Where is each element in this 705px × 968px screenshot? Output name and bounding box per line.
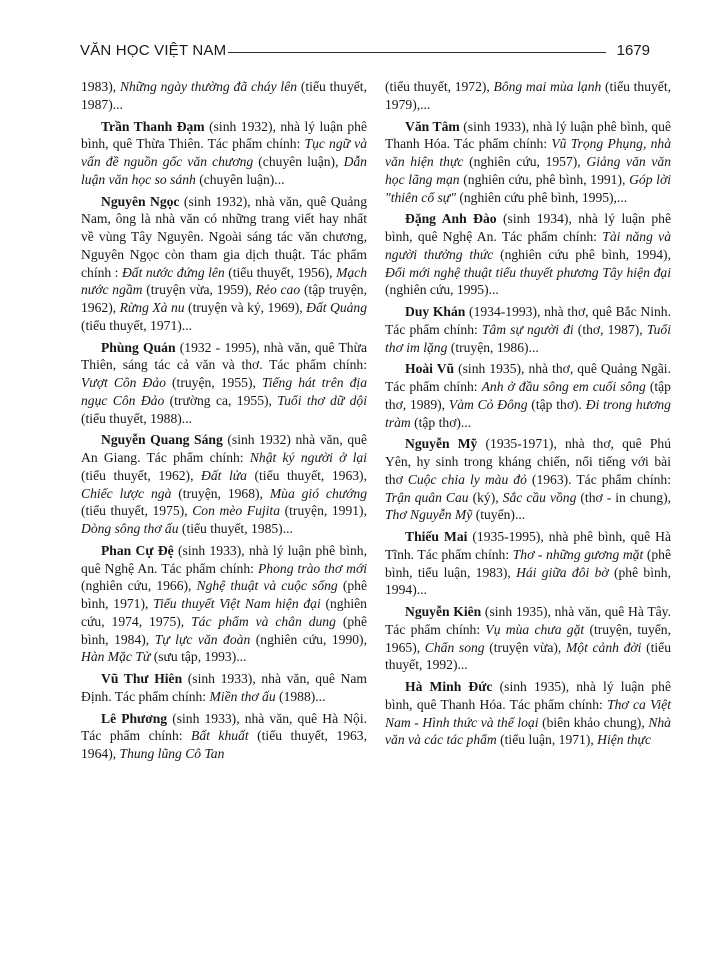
dictionary-entry [81, 193, 367, 335]
entry-text: (sinh 1933), nhà văn, quê Hà Nội. Tác phẩm chính: [81, 710, 367, 744]
work-title: Tuổi thơ dữ dội [277, 392, 367, 408]
author-name: Nguyễn Mỹ [405, 436, 478, 452]
entry-text: (truyện, 1955), [165, 375, 262, 390]
author-name: Hoài Vũ [405, 361, 455, 377]
entry-text: (sinh 1933), nhà lý luận phê bình, quê Nghệ An. Tác phẩm chính: [81, 542, 368, 576]
dictionary-entry [81, 431, 367, 538]
entry-text: (ký), [468, 489, 503, 505]
entry-text: (thơ - in chung), [576, 489, 671, 505]
entry-text: (truyện, tuyển, 1965), [385, 621, 672, 655]
work-title: Mùa gió chướng [269, 485, 367, 501]
entry-text: (nghiên cứu, 1995)... [385, 282, 499, 298]
work-title: Chẩn song [424, 639, 485, 655]
entry-text: (phê bình, 1971), [81, 578, 367, 611]
entry-text: (tập truyện, 1962), [81, 282, 367, 315]
work-title: Đất nước đứng lên [121, 264, 225, 280]
entry-text: (tiểu thuyết, 1963), [246, 467, 367, 483]
entry-text: (1963). Tác phẩm chính: [526, 471, 671, 487]
work-title: Vụ mùa chưa gặt [485, 621, 585, 637]
dictionary-entry [385, 435, 671, 524]
work-title: Đi trong hương tràm [385, 396, 671, 430]
entry-text: (tiểu thuyết, 1956), [224, 264, 337, 280]
work-title: Tuổi thơ im lặng [385, 321, 671, 355]
entry-text: (sinh 1935), nhà thơ, quê Quảng Ngãi. Tác phẩm chính: [385, 361, 671, 394]
entry-text: (tập thơ). [527, 396, 586, 412]
dictionary-entry [385, 678, 671, 749]
dictionary-entry [81, 670, 367, 706]
entry-text: (phê bình, 1984), [81, 613, 367, 647]
entry-text: (truyện, 1991), [280, 503, 367, 519]
author-name: Phùng Quán [101, 339, 176, 355]
work-title: Thơ - những gương mặt [512, 546, 644, 562]
dictionary-entry [385, 118, 671, 207]
entry-text: (tiểu thuyết, 1972), [385, 79, 494, 94]
author-name: Nguyên Ngọc [101, 193, 180, 209]
entry-text: (truyện và ký, 1969), [184, 300, 307, 315]
entry-text: (tiểu thuyết, 1987)... [81, 79, 367, 112]
entry-text: (biên khảo chung), [538, 714, 649, 730]
work-title: Đất Quảng [306, 300, 368, 315]
work-title: Thơ Nguyễn Mỹ [385, 507, 473, 523]
entry-text: (sinh 1934), nhà lý luận phê bình, quê Nghệ An. Tác phẩm chính: [385, 211, 671, 244]
entry-text: (1935-1995), nhà phê bình, quê Hà Tĩnh. Tác phẩm chính: [385, 529, 671, 562]
work-title: Thơ ca Việt Nam - Hình thức và thể loại [385, 696, 671, 730]
work-title: Rẻo cao [255, 282, 301, 298]
dictionary-entry [81, 710, 367, 763]
work-title: Dẫn luận văn học so sánh [81, 154, 367, 187]
entry-text: (tiểu thuyết, 1988)... [81, 410, 192, 426]
entry-text: (sinh 1932), nhà lý luận phê bình, quê Thừa Thiên. Tác phẩm chính: [81, 118, 367, 152]
author-name: Duy Khán [405, 304, 466, 319]
dictionary-entry [385, 360, 671, 431]
entry-text: (phê bình, 1994)... [385, 564, 671, 598]
work-title: Rừng Xà nu [119, 300, 185, 315]
work-title: Nhà văn và các tác phẩm [385, 714, 671, 748]
work-title: Con mèo Fujita [192, 503, 280, 519]
author-name: Phan Cự Đệ [101, 542, 174, 558]
author-name: Lê Phương [101, 710, 168, 726]
right-column [385, 78, 671, 753]
author-name: Vũ Thư Hiên [101, 671, 183, 686]
entry-text: (1935-1971), nhà thơ, quê Phú Yên, hy sinh trong kháng chiến, nổi tiếng với bài thơ [385, 436, 671, 487]
dictionary-entry [81, 118, 367, 189]
entry-text: (truyện vừa, 1959), [142, 282, 256, 298]
work-title: Tiểu thuyết Việt Nam hiện đại [153, 596, 321, 611]
entry-text: (tập thơ)... [410, 414, 472, 430]
work-title: Bất khuất [191, 728, 249, 744]
dictionary-entry [81, 339, 367, 428]
work-title: Đất lửa [201, 467, 247, 483]
entry-text: (phê bình, tiểu luận, 1983), [385, 546, 671, 580]
page-number: 1679 [616, 42, 650, 59]
entry-text: (tiểu thuyết, 1971)... [81, 317, 192, 333]
work-title: Nghệ thuật và cuộc sống [196, 578, 338, 594]
entry-text: (chuyên luận), [253, 154, 344, 169]
work-title: Vũ Trọng Phụng, nhà văn hiện thực [385, 136, 671, 169]
work-title: Tự lực văn đoàn [154, 631, 251, 647]
work-title: Tâm sự người đi [481, 321, 574, 337]
work-title: Sắc cầu vồng [502, 489, 577, 505]
dictionary-entry [81, 78, 367, 114]
entry-text: (nghiên cứu, 1974, 1975), [81, 596, 367, 629]
page-header [80, 38, 650, 66]
work-title: Vượt Côn Đảo [81, 375, 166, 390]
entry-text: (sinh 1935), nhà lý luận phê bình, quê Thanh Hóa. Tác phẩm chính: [385, 679, 671, 712]
work-title: Thung lũng Cô Tan [119, 746, 225, 761]
dictionary-entry [385, 528, 671, 599]
work-title: Mạch nước ngầm [81, 264, 368, 298]
entry-text: (nghiên cứu, 1966), [81, 578, 197, 594]
work-title: Tục ngữ và vấn đề nguồn gốc văn chương [81, 136, 367, 169]
entry-text: (tuyển)... [472, 507, 526, 523]
work-title: Tiếng hát trên địa ngục Côn Đảo [81, 375, 367, 408]
work-title: Hiện thực [597, 732, 652, 748]
work-title: Vàm Cỏ Đông [448, 396, 528, 412]
entry-text: (1934-1993), nhà thơ, quê Bắc Ninh. Tác phẩm chính: [385, 304, 671, 337]
work-title: Nhật ký người ở lại [249, 450, 368, 465]
author-name: Đặng Anh Đào [405, 211, 497, 227]
dictionary-entry [385, 603, 671, 674]
entry-text: (sinh 1935), nhà văn, quê Hà Tây. Tác phẩm chính: [385, 604, 671, 637]
entry-text: (tiểu thuyết, 1963, 1964), [81, 728, 367, 761]
work-title: Anh ở đầu sông em cuối sông [481, 379, 646, 394]
entry-text: (1932 - 1995), nhà văn, quê Thừa Thiên, sáng tác cả văn và thơ. Tác phẩm chính: [81, 339, 368, 373]
entry-text: (truyện, 1986)... [447, 339, 539, 355]
entry-text: (truyện vừa), [484, 639, 566, 655]
entry-text: (chuyên luận)... [195, 171, 285, 187]
dictionary-entry [81, 542, 367, 666]
author-name: Hà Minh Đức [405, 679, 493, 694]
work-title: Chiếc lược ngà [81, 485, 172, 501]
work-title: Tác phẩm và chân dung [191, 613, 336, 629]
entry-text: (truyện, 1968), [171, 485, 270, 501]
entry-text: (tiểu thuyết, 1979),... [385, 79, 671, 112]
header-rule [228, 52, 606, 53]
entry-text: (nghiên cứu phê bình, 1995),... [455, 189, 628, 205]
entry-text: (tiểu thuyết, 1985)... [178, 521, 293, 536]
work-title: Bông mai mùa lạnh [493, 79, 602, 94]
entry-text: (sinh 1932) nhà văn, quê An Giang. Tác phẩm chính: [81, 432, 367, 465]
running-title: VĂN HỌC VIỆT NAM [80, 42, 227, 59]
work-title: Hàn Mặc Tử [81, 649, 151, 665]
entry-text: (sinh 1933), nhà văn, quê Nam Định. Tác phẩm chính: [81, 671, 367, 704]
entry-text: (nghiên cứu phê bình, 1994), [493, 246, 671, 262]
dictionary-entry [385, 210, 671, 299]
dictionary-entry [385, 78, 671, 114]
entry-text: (tiểu luận, 1971), [496, 732, 598, 748]
work-title: Phong trào thơ mới [258, 560, 368, 576]
dictionary-entry [385, 303, 671, 356]
work-title: Giảng văn văn học lãng mạn [385, 154, 671, 187]
author-name: Trần Thanh Đạm [101, 118, 205, 134]
left-column [81, 78, 367, 767]
entry-text: (1988)... [275, 688, 326, 704]
author-name: Nguyễn Quang Sáng [101, 432, 223, 448]
entry-text: (nghiên cứu, 1957), [463, 154, 587, 169]
entry-text: (nghiên cứu, phê bình, 1991), [459, 171, 630, 187]
entry-text: (nghiên cứu, 1990), [250, 631, 367, 647]
work-title: Đổi mới nghệ thuật tiểu thuyết phương Tây hiện đại [385, 264, 671, 280]
work-title: Góp lời "thiên cổ sự" [385, 171, 671, 205]
work-title: Những ngày thường đã cháy lên [119, 79, 298, 94]
work-title: Tài năng và người thưởng thức [385, 229, 672, 262]
entry-text: (trường ca, 1955), [164, 392, 278, 408]
author-name: Văn Tâm [405, 118, 460, 134]
entry-text: (tiểu thuyết, 1975), [81, 503, 193, 519]
work-title: Cuộc chia ly màu đỏ [407, 471, 527, 487]
author-name: Thiếu Mai [405, 529, 468, 544]
work-title: Hái giữa đôi bờ [516, 564, 609, 580]
entry-text: (tiểu thuyết, 1992)... [385, 639, 672, 673]
work-title: Một cảnh đời [565, 639, 642, 655]
entry-text: (tiểu thuyết, 1962), [81, 467, 202, 483]
entry-text: 1983), [81, 79, 120, 94]
entry-text: (sinh 1933), nhà lý luận phê bình, quê Thanh Hóa. Tác phẩm chính: [385, 118, 672, 152]
entry-text: (sinh 1932), nhà văn, quê Quảng Nam, ông là nhà văn có những trang viết hay nhất về vùng Tây Nguyên. Ngoài sáng tác văn chương, Nguyên Ngọc còn tham gia dịch thuật. Tác phẩm chính : [81, 193, 367, 280]
entry-text: (tập thơ, 1989), [385, 379, 671, 412]
entry-text: (thơ, 1987), [573, 321, 647, 337]
work-title: Trận quân Cau [385, 489, 469, 505]
work-title: Miền thơ ấu [209, 688, 276, 704]
entry-text: (sưu tập, 1993)... [150, 649, 247, 665]
work-title: Dòng sông thơ ấu [81, 521, 179, 536]
author-name: Nguyễn Kiên [405, 604, 482, 619]
